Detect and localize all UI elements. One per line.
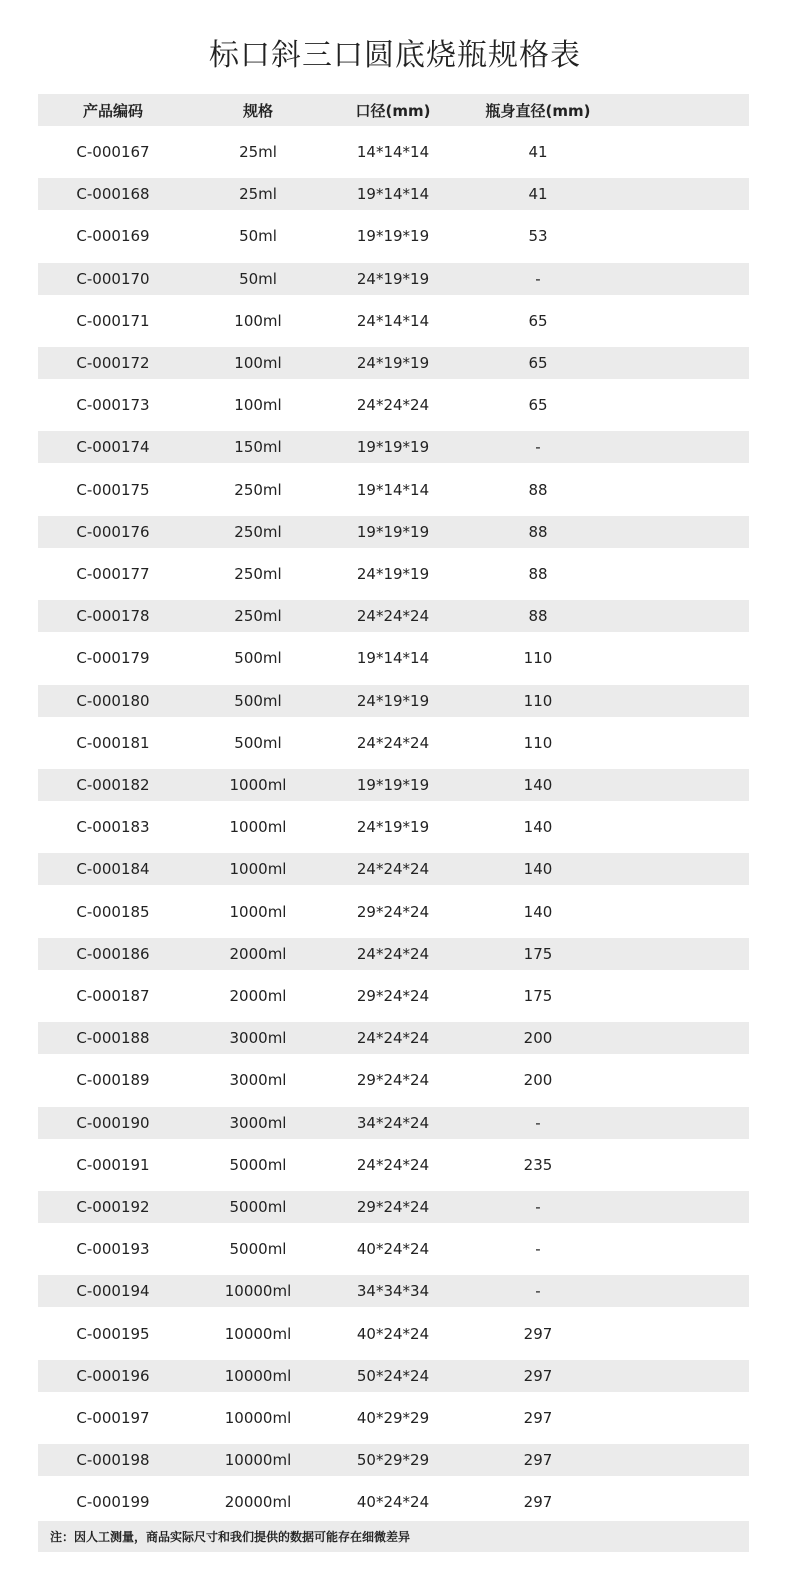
cell-spec: 1000ml	[229, 902, 287, 921]
cell-neck-size: 24*24*24	[356, 607, 430, 626]
table-row	[38, 896, 749, 928]
table-row	[38, 980, 749, 1012]
cell-spec: 250ml	[234, 607, 282, 626]
cell-product-code: C-000190	[76, 1113, 150, 1132]
cell-body-diameter: 140	[523, 776, 553, 794]
cell-body-diameter: 175	[523, 987, 553, 1005]
cell-body-diameter: 175	[523, 944, 553, 963]
cell-spec: 250ml	[234, 522, 282, 541]
header-spec: 规格	[242, 101, 273, 120]
cell-spec: 2000ml	[229, 944, 287, 963]
cell-neck-size: 29*24*24	[356, 987, 430, 1005]
cell-spec: 10000ml	[224, 1451, 292, 1470]
cell-product-code: C-000174	[76, 438, 150, 457]
cell-product-code: C-000182	[76, 776, 150, 794]
cell-neck-size: 34*34*34	[356, 1282, 430, 1301]
cell-neck-size: 24*19*19	[356, 269, 430, 288]
cell-neck-size: 24*24*24	[356, 1155, 430, 1174]
table-row	[38, 1318, 749, 1350]
table-row	[38, 263, 749, 295]
cell-body-diameter: 65	[528, 396, 548, 415]
cell-neck-size: 40*24*24	[356, 1240, 430, 1259]
cell-spec: 25ml	[239, 143, 277, 161]
cell-body-diameter: 297	[523, 1409, 553, 1427]
cell-neck-size: 24*19*19	[356, 354, 430, 372]
cell-product-code: C-000196	[76, 1366, 150, 1385]
table-row	[38, 1149, 749, 1181]
cell-product-code: C-000175	[76, 480, 150, 499]
cell-body-diameter: -	[535, 1282, 541, 1301]
cell-body-diameter: 110	[523, 691, 553, 710]
table-row	[38, 558, 749, 590]
cell-spec: 10000ml	[224, 1282, 292, 1301]
table-row	[38, 727, 749, 759]
cell-product-code: C-000194	[76, 1282, 150, 1301]
cell-spec: 100ml	[234, 354, 282, 372]
cell-product-code: C-000185	[76, 902, 150, 921]
cell-neck-size: 24*24*24	[356, 396, 430, 415]
table-row	[38, 305, 749, 337]
cell-neck-size: 34*24*24	[356, 1113, 430, 1132]
spec-table	[38, 94, 749, 1512]
cell-body-diameter: 41	[528, 185, 548, 204]
cell-product-code: C-000193	[76, 1240, 150, 1259]
cell-body-diameter: 297	[523, 1493, 553, 1512]
cell-body-diameter: 200	[523, 1029, 553, 1048]
cell-neck-size: 29*24*24	[356, 1071, 430, 1090]
cell-spec: 150ml	[234, 438, 282, 457]
table-row	[38, 1360, 749, 1392]
cell-product-code: C-000180	[76, 691, 150, 710]
table-row	[38, 1402, 749, 1434]
cell-product-code: C-000192	[76, 1198, 150, 1216]
cell-product-code: C-000199	[76, 1493, 150, 1512]
cell-spec: 1000ml	[229, 776, 287, 794]
cell-product-code: C-000189	[76, 1071, 150, 1090]
cell-product-code: C-000167	[76, 143, 150, 161]
cell-spec: 2000ml	[229, 987, 287, 1005]
cell-body-diameter: 110	[523, 649, 553, 668]
cell-body-diameter: 53	[528, 227, 548, 246]
cell-spec: 25ml	[239, 185, 277, 204]
cell-body-diameter: 200	[523, 1071, 553, 1090]
cell-product-code: C-000186	[76, 944, 150, 963]
cell-neck-size: 24*19*19	[356, 818, 430, 837]
cell-product-code: C-000181	[76, 733, 150, 752]
cell-body-diameter: 88	[528, 522, 548, 541]
cell-spec: 100ml	[234, 311, 282, 330]
table-row	[38, 474, 749, 506]
table-row	[38, 938, 749, 970]
cell-body-diameter: 140	[523, 818, 553, 837]
header-body-diameter: 瓶身直径(mm)	[485, 101, 591, 120]
cell-neck-size: 24*19*19	[356, 691, 430, 710]
cell-body-diameter: 297	[523, 1324, 553, 1343]
cell-neck-size: 24*14*14	[356, 311, 430, 330]
cell-body-diameter: 41	[528, 143, 548, 161]
cell-body-diameter: -	[535, 269, 541, 288]
cell-body-diameter: 140	[523, 860, 553, 879]
cell-body-diameter: -	[535, 1240, 541, 1259]
table-row	[38, 642, 749, 674]
cell-spec: 10000ml	[224, 1324, 292, 1343]
table-row	[38, 600, 749, 632]
cell-neck-size: 14*14*14	[356, 143, 430, 161]
cell-spec: 500ml	[234, 649, 282, 668]
cell-body-diameter: -	[535, 1198, 541, 1216]
table-row	[38, 1444, 749, 1476]
cell-neck-size: 19*14*14	[356, 185, 430, 204]
table-header-row	[38, 94, 749, 126]
cell-body-diameter: -	[535, 438, 541, 457]
table-row	[38, 178, 749, 210]
cell-spec: 100ml	[234, 396, 282, 415]
cell-neck-size: 19*19*19	[356, 227, 430, 246]
cell-spec: 50ml	[239, 227, 277, 246]
cell-neck-size: 40*24*24	[356, 1324, 430, 1343]
cell-body-diameter: 110	[523, 733, 553, 752]
table-row	[38, 811, 749, 843]
table-row	[38, 769, 749, 801]
cell-body-diameter: 88	[528, 607, 548, 626]
cell-product-code: C-000176	[76, 522, 150, 541]
cell-product-code: C-000197	[76, 1409, 150, 1427]
cell-product-code: C-000170	[76, 269, 150, 288]
page-title: 标口斜三口圆底烧瓶规格表	[209, 38, 581, 73]
cell-body-diameter: 65	[528, 311, 548, 330]
cell-spec: 10000ml	[224, 1409, 292, 1427]
table-row	[38, 347, 749, 379]
cell-neck-size: 19*19*19	[356, 522, 430, 541]
table-row	[38, 431, 749, 463]
table-row	[38, 685, 749, 717]
cell-body-diameter: 140	[523, 902, 553, 921]
cell-neck-size: 40*24*24	[356, 1493, 430, 1512]
cell-body-diameter: 235	[523, 1155, 553, 1174]
cell-spec: 20000ml	[224, 1493, 292, 1512]
table-row	[38, 1064, 749, 1096]
cell-spec: 3000ml	[229, 1113, 287, 1132]
cell-body-diameter: 88	[528, 480, 548, 499]
cell-spec: 1000ml	[229, 818, 287, 837]
cell-product-code: C-000195	[76, 1324, 150, 1343]
cell-product-code: C-000183	[76, 818, 150, 837]
cell-neck-size: 19*14*14	[356, 649, 430, 668]
table-row	[38, 220, 749, 252]
table-row	[38, 1191, 749, 1223]
cell-spec: 500ml	[234, 733, 282, 752]
cell-product-code: C-000173	[76, 396, 150, 415]
cell-product-code: C-000178	[76, 607, 150, 626]
table-row	[38, 516, 749, 548]
table-row	[38, 1022, 749, 1054]
cell-neck-size: 19*14*14	[356, 480, 430, 499]
measurement-note: 注：因人工测量，商品实际尺寸和我们提供的数据可能存在细微差异	[38, 1521, 749, 1552]
header-product-code: 产品编码	[82, 101, 143, 120]
cell-body-diameter: 297	[523, 1366, 553, 1385]
header-neck-size: 口径(mm)	[355, 101, 431, 120]
table-row	[38, 1486, 749, 1518]
cell-neck-size: 29*24*24	[356, 902, 430, 921]
cell-spec: 3000ml	[229, 1029, 287, 1048]
table-row	[38, 1107, 749, 1139]
cell-spec: 10000ml	[224, 1366, 292, 1385]
table-row	[38, 1275, 749, 1307]
cell-product-code: C-000168	[76, 185, 150, 204]
cell-product-code: C-000177	[76, 565, 150, 583]
cell-body-diameter: 297	[523, 1451, 553, 1470]
cell-product-code: C-000172	[76, 354, 150, 372]
cell-spec: 1000ml	[229, 860, 287, 879]
cell-neck-size: 50*29*29	[356, 1451, 430, 1470]
cell-body-diameter: 88	[528, 565, 548, 583]
cell-neck-size: 24*24*24	[356, 733, 430, 752]
cell-neck-size: 50*24*24	[356, 1366, 430, 1385]
cell-body-diameter: 65	[528, 354, 548, 372]
cell-neck-size: 24*19*19	[356, 565, 430, 583]
table-row	[38, 853, 749, 885]
cell-product-code: C-000169	[76, 227, 150, 246]
cell-product-code: C-000188	[76, 1029, 150, 1048]
table-row	[38, 1233, 749, 1265]
cell-spec: 250ml	[234, 480, 282, 499]
cell-body-diameter: -	[535, 1113, 541, 1132]
cell-neck-size: 24*24*24	[356, 944, 430, 963]
cell-spec: 500ml	[234, 691, 282, 710]
cell-product-code: C-000179	[76, 649, 150, 668]
cell-product-code: C-000184	[76, 860, 150, 879]
cell-neck-size: 19*19*19	[356, 776, 430, 794]
cell-spec: 50ml	[239, 269, 277, 288]
cell-spec: 5000ml	[229, 1198, 287, 1216]
cell-neck-size: 24*24*24	[356, 860, 430, 879]
table-row	[38, 389, 749, 421]
cell-spec: 250ml	[234, 565, 282, 583]
cell-product-code: C-000198	[76, 1451, 150, 1470]
table-row	[38, 136, 749, 168]
cell-product-code: C-000187	[76, 987, 150, 1005]
cell-neck-size: 29*24*24	[356, 1198, 430, 1216]
cell-product-code: C-000191	[76, 1155, 150, 1174]
cell-spec: 5000ml	[229, 1155, 287, 1174]
cell-product-code: C-000171	[76, 311, 150, 330]
cell-neck-size: 40*29*29	[356, 1409, 430, 1427]
cell-neck-size: 24*24*24	[356, 1029, 430, 1048]
cell-spec: 5000ml	[229, 1240, 287, 1259]
cell-neck-size: 19*19*19	[356, 438, 430, 457]
cell-spec: 3000ml	[229, 1071, 287, 1090]
